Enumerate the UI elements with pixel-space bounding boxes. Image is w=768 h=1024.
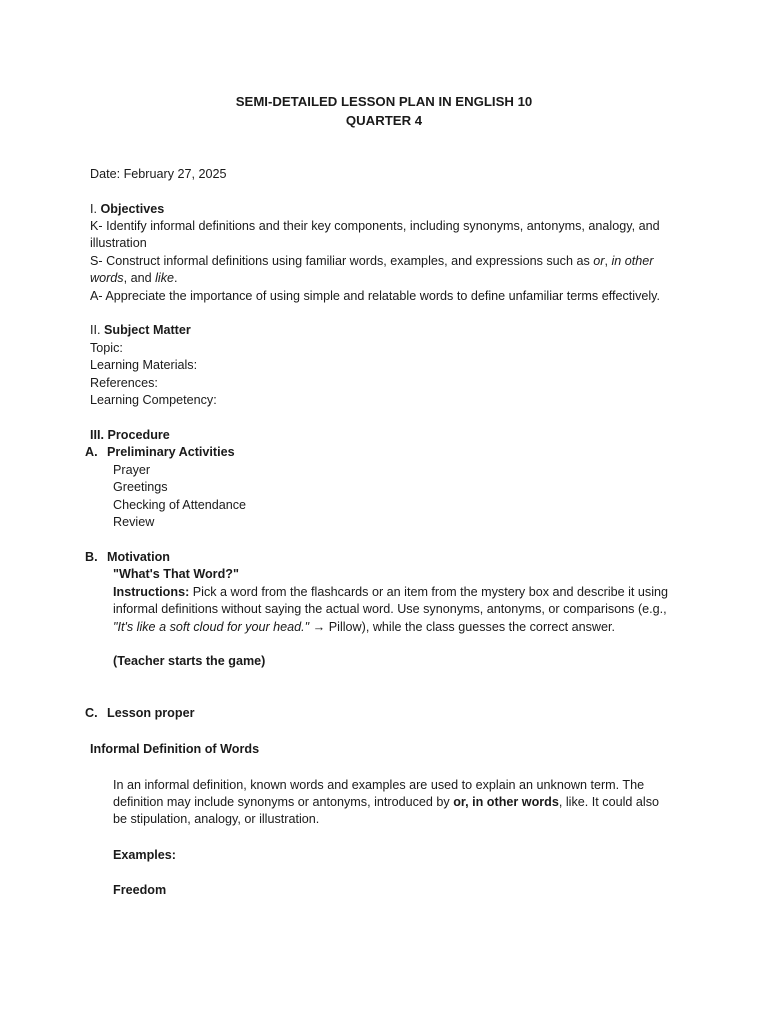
subject-matter-heading xyxy=(90,322,191,339)
instructions-line3 xyxy=(113,619,615,636)
subject-matter-title: Subject Matter xyxy=(104,323,191,337)
activity-item: Greetings xyxy=(113,480,168,494)
objective-s-line1 xyxy=(90,253,654,270)
procedure-heading: III. Procedure xyxy=(90,428,170,442)
activity-item: Review xyxy=(113,515,155,529)
game-title: "What's That Word?" xyxy=(113,567,239,581)
section-b-heading: Motivation xyxy=(107,550,170,564)
instructions-example-quote: "It's like a soft cloud for your head." xyxy=(113,620,310,634)
objective-s-comma: , xyxy=(604,254,612,268)
learning-competency-line: Learning Competency: xyxy=(90,393,217,407)
instructions-line2: informal definitions without saying the actual word. Use synonyms, antonyms, or comparisons (e.g., xyxy=(113,602,667,616)
objective-s-in-other: in other xyxy=(611,254,654,268)
date-line: Date: February 27, 2025 xyxy=(90,167,227,181)
instructions-text3: → Pillow), while the class guesses the correct answer. xyxy=(309,620,616,634)
objective-k-line2: illustration xyxy=(90,236,147,250)
lesson-paragraph-keywords: or, in other words xyxy=(453,795,559,809)
section-c-heading: Lesson proper xyxy=(107,706,195,720)
objective-k-line1: K- Identify informal definitions and their key components, including synonyms, antonyms, analogy, and xyxy=(90,219,660,233)
instructions-text1: Pick a word from the flashcards or an item from the mystery box and describe it using xyxy=(189,585,669,599)
section-a-label: A. xyxy=(85,445,98,459)
section-c-label: C. xyxy=(85,706,98,720)
objective-a-line: A- Appreciate the importance of using simple and relatable words to define unfamiliar terms effectively. xyxy=(90,289,661,303)
lesson-paragraph-line3: be stipulation, analogy, or illustration. xyxy=(113,812,320,826)
instructions-label: Instructions: xyxy=(113,585,190,599)
objectives-number: I. xyxy=(90,202,97,216)
topic-line: Topic: xyxy=(90,341,123,355)
document-subtitle: QUARTER 4 xyxy=(345,113,423,128)
subject-matter-number: II. xyxy=(90,323,101,337)
lesson-paragraph-line2 xyxy=(113,794,659,811)
objectives-title: Objectives xyxy=(100,202,165,216)
objective-s-text: S- Construct informal definitions using familiar words, examples, and expressions such as xyxy=(90,254,594,268)
teacher-note: (Teacher starts the game) xyxy=(113,654,266,668)
lesson-paragraph-line1: In an informal definition, known words and examples are used to explain an unknown term. The xyxy=(113,778,645,792)
objective-s-line2 xyxy=(90,270,178,287)
activity-item: Prayer xyxy=(113,463,151,477)
objective-s-or: or xyxy=(593,254,605,268)
section-b-label: B. xyxy=(85,550,98,564)
example-term: Freedom xyxy=(113,883,167,897)
lesson-subheading: Informal Definition of Words xyxy=(90,742,260,756)
objective-s-and: , and xyxy=(123,271,156,285)
objective-s-period: . xyxy=(174,271,178,285)
lesson-paragraph-text2c: , like. It could also xyxy=(558,795,659,809)
section-a-heading: Preliminary Activities xyxy=(107,445,235,459)
objective-s-words: words xyxy=(90,271,124,285)
activity-item: Checking of Attendance xyxy=(113,498,247,512)
learning-materials-line: Learning Materials: xyxy=(90,358,198,372)
objectives-heading xyxy=(90,201,164,218)
instructions-line1 xyxy=(113,584,668,601)
lesson-paragraph-text2a: definition may include synonyms or antonyms, introduced by xyxy=(113,795,454,809)
objective-s-like: like xyxy=(155,271,175,285)
document-title: SEMI-DETAILED LESSON PLAN IN ENGLISH 10 xyxy=(235,94,533,109)
references-line: References: xyxy=(90,376,158,390)
examples-heading: Examples: xyxy=(113,848,176,862)
